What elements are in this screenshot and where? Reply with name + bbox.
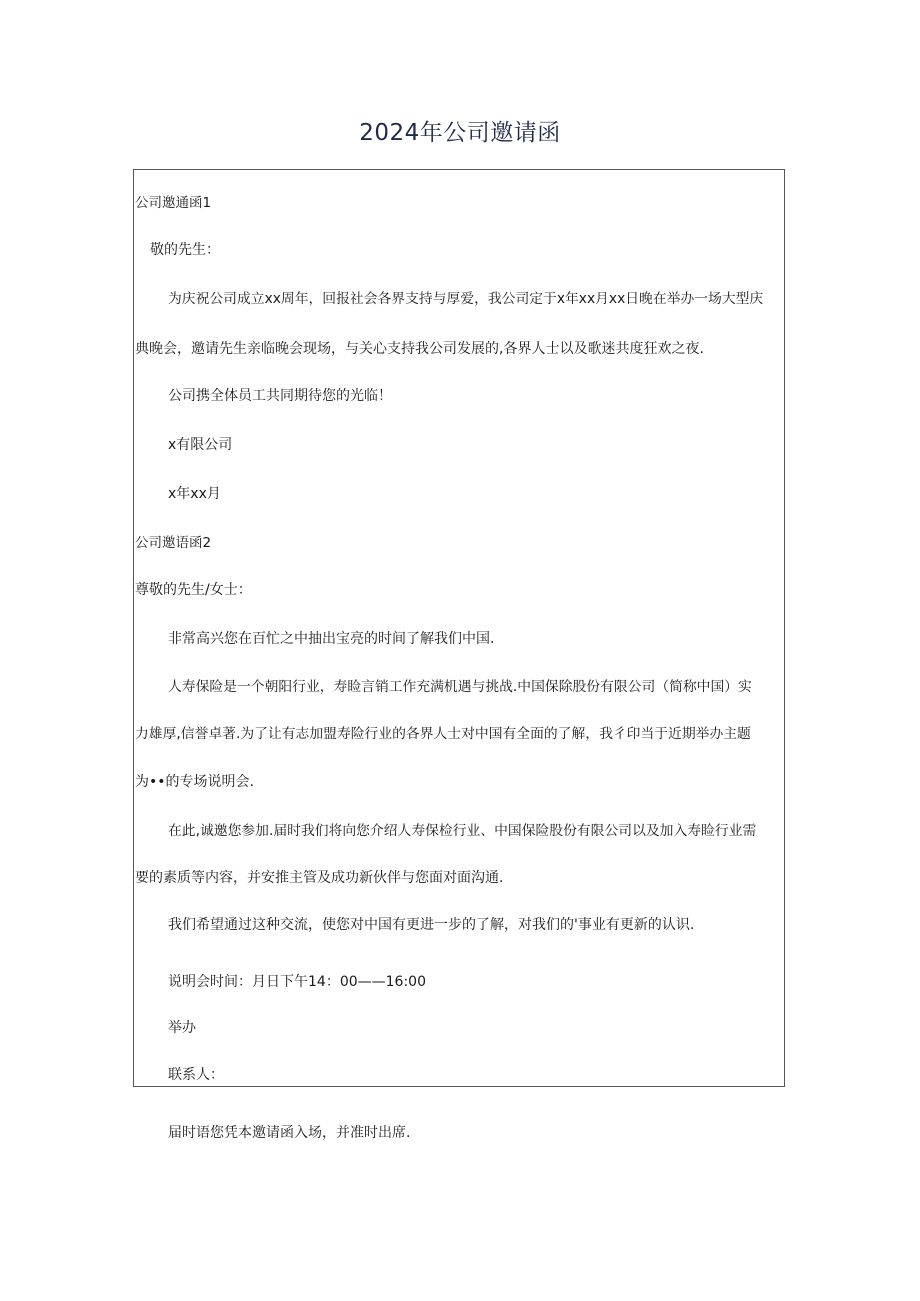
letter1-body-line1: 为庆祝公司成立xx周年，回报社会各界支持与厚爱，我公司定于x年xx月xx日晚在举办一场大型庆 bbox=[168, 291, 764, 307]
letter2-para2-line1: 人寿保险是一个朝阳行业，寿睑言销工作充满机遇与挑战.中国保除股份有限公司（简称中国）实 bbox=[168, 679, 752, 695]
letter2-salutation: 尊敬的先生/女士： bbox=[135, 582, 252, 598]
letter2-para1: 非常高兴您在百忙之中抽出宝亮的时间了解我们中国. bbox=[168, 631, 495, 647]
letter2-meeting-time: 说明会时间：月日下午14：00——16:00 bbox=[168, 974, 426, 990]
letter2-contact: 联系人： bbox=[168, 1067, 224, 1083]
letter2-para3-line1: 在此,诚邀您参加.届时我们将向您介绍人寿保检行业、中国保险股份有限公司以及加入寿睑行业需 bbox=[168, 823, 757, 839]
letter2-organizer: 举办 bbox=[168, 1020, 196, 1036]
letter2-para2-line2: 力雄厚,信誉卓著.为了让有志加盟寿险行业的各界人士对中国有全面的了解，我彳印当于近期举办主题 bbox=[135, 726, 751, 742]
letter2-heading: 公司邀语函2 bbox=[135, 535, 212, 551]
footer-note: 届时语您凭本邀请函入场，并准时出席. bbox=[168, 1125, 411, 1141]
letter2-para3-line2: 要的素质等内容，并安推主管及成功新伙伴与您面对面沟通. bbox=[135, 870, 504, 886]
letter1-signature: x有限公司 bbox=[168, 437, 233, 453]
letter1-date: x年xx月 bbox=[168, 486, 221, 502]
letter2-para4: 我们希望通过这种交流，使您对中国有更进一步的了解，对我们的'事业有更新的认识. bbox=[168, 917, 695, 933]
letter1-heading: 公司邀通函1 bbox=[135, 195, 212, 211]
letter1-body-line2: 典晚会，邀请先生亲临晚会现场，与关心支持我公司发展的,各界人士以及歌迷共度狂欢之夜. bbox=[135, 341, 704, 357]
letter2-para2-line3: 为••的专场说明会. bbox=[135, 774, 254, 790]
letter1-closing: 公司携全体员工共同期待您的光临！ bbox=[168, 388, 392, 404]
letter1-salutation: 敬的先生： bbox=[150, 242, 220, 258]
document-title: 2024年公司邀请函 bbox=[359, 120, 561, 146]
